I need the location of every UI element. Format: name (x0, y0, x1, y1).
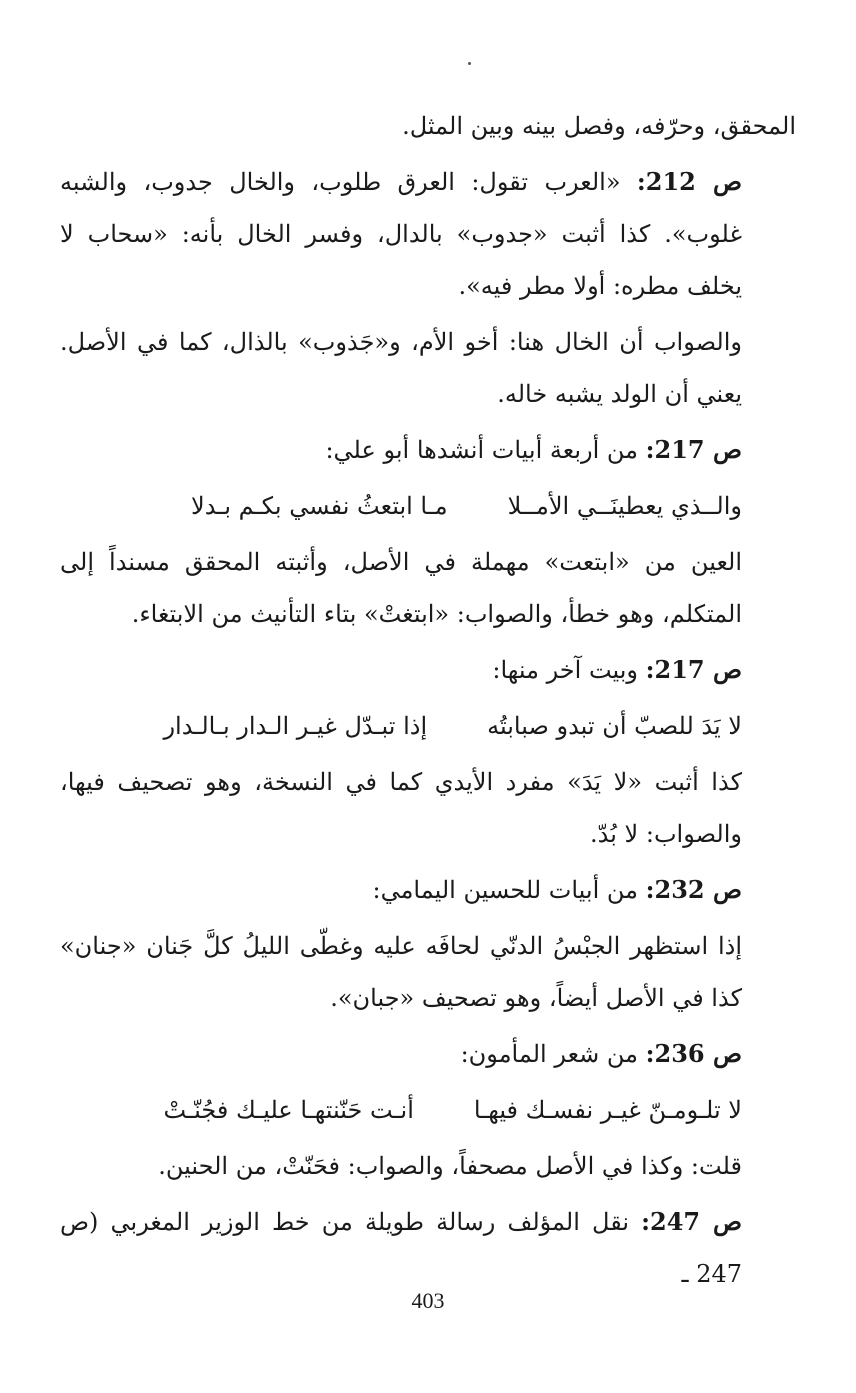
scan-speck (468, 62, 471, 65)
page-number: 403 (411, 1288, 445, 1313)
verse-1 (60, 480, 796, 532)
page-ref-232: ص 232: (645, 875, 742, 904)
paragraph-12-text: نقل المؤلف رسالة طويلة من خط الوزير المغربي (ص 247 ـ (60, 1208, 742, 1288)
paragraph-7: كذا أثبت «لا يَدَ» مفرد الأيدي كما في النسخة، وهو تصحيف فيها، والصواب: لا بُدّ. (60, 768, 742, 848)
page-ref-217b: ص 217: (645, 655, 742, 684)
paragraph-8-text: من أبيات للحسين اليمامي: (372, 876, 646, 904)
verse-2 (60, 700, 796, 752)
page-ref-247: ص 247: (641, 1207, 742, 1236)
paragraph-2-text: «العرب تقول: العرق طلوب، والخال جدوب، والشبه غلوب». كذا أثبت «جدوب» بالدال، وفسر الخال بأنه: «سحاب لا يخلف مطره: أولا مطر فيه». (60, 168, 742, 300)
paragraph-11: قلت: وكذا في الأصل مصحفاً، والصواب: فحَنّتْ، من الحنين. (158, 1152, 742, 1180)
paragraph-6 (60, 644, 796, 696)
verse-2-first-hemistich: لا يَدَ للصبّ أن تبدو صبابتُه (487, 712, 742, 740)
paragraph-10 (60, 1028, 796, 1080)
paragraph-5: العين من «ابتعت» مهملة في الأصل، وأثبته المحقق مسنداً إلى المتكلم، وهو خطأ، والصواب: «ابتغتْ» بتاء التأنيث من الابتغاء. (60, 548, 742, 628)
body-text (60, 100, 796, 1300)
paragraph-6-text: وبيت آخر منها: (492, 656, 646, 684)
paragraph-12 (60, 1196, 796, 1300)
page-ref-236: ص 236: (645, 1039, 742, 1068)
page-ref-212: ص 212: (636, 167, 742, 196)
verse-1-second-hemistich: مـا ابتعثُ نفسي بكـم بـدلا (191, 492, 448, 520)
verse-1-first-hemistich: والــذي يعطينَــي الأمــلا (507, 492, 742, 520)
paragraph-10-text: من شعر المأمون: (460, 1040, 646, 1068)
verse-3 (60, 1084, 796, 1136)
paragraph-4 (60, 424, 796, 476)
paragraph-3: والصواب أن الخال هنا: أخو الأم، و«جَذوب» بالذال، كما في الأصل. يعني أن الولد يشبه خاله. (60, 328, 742, 408)
verse-3-second-hemistich: أنـت حَنّنتهـا عليـك فجُنّـتْ (163, 1096, 414, 1124)
page-ref-217: ص 217: (645, 435, 742, 464)
verse-2-second-hemistich: إذا تبـدّل غيـر الـدار بـالـدار (163, 712, 428, 740)
verse-3-first-hemistich: لا تلـومـنّ غيـر نفسـك فيهـا (473, 1096, 742, 1124)
paragraph-4-text: من أربعة أبيات أنشدها أبو علي: (325, 436, 646, 464)
paragraph-9: إذا استظهر الجبْسُ الدنّي لحافَه عليه وغطّى الليلُ كلَّ جَنان «جنان» كذا في الأصل أيضاً، وهو تصحيف «جبان». (60, 932, 742, 1012)
paragraph-8 (60, 864, 796, 916)
paragraph-1: المحقق، وحرّفه، وفصل بينه وبين المثل. (402, 112, 796, 140)
paragraph-2 (60, 156, 796, 312)
